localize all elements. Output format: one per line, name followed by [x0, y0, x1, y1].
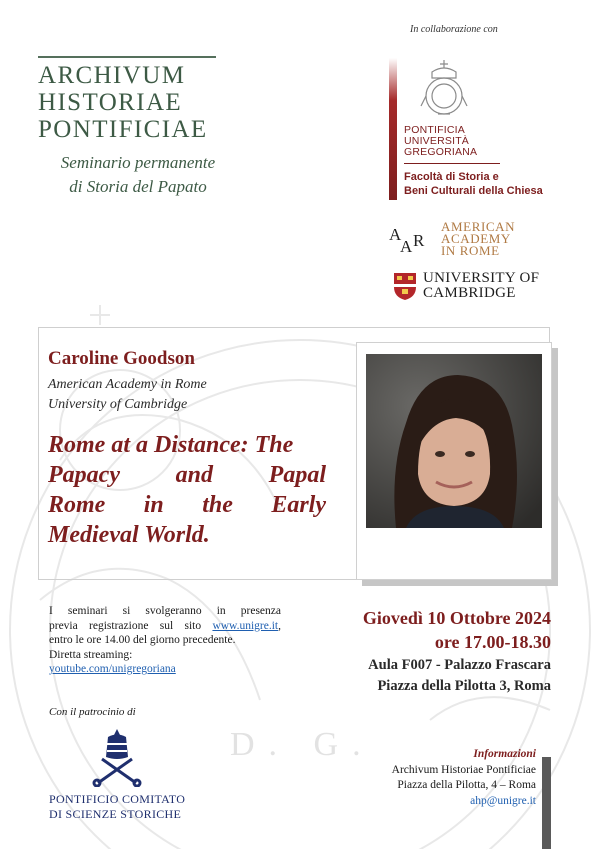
title-word: Papal [268, 462, 326, 488]
unigre-site-link[interactable]: www.unigre.it [212, 619, 279, 632]
registration-line-3: entro le ore 14.00 del giorno precedente. [49, 634, 236, 646]
seminar-subtitle [38, 151, 238, 199]
venue-room: Aula F007 - Palazzo Frascara [368, 657, 551, 673]
svg-text:A: A [400, 237, 413, 256]
talk-title [48, 430, 326, 550]
cambridge-line-1: UNIVERSITY OF [423, 270, 540, 286]
american-academy-name [441, 221, 515, 257]
registration-line-2-text: previa registrazione sul sito [49, 619, 213, 632]
papal-tiara-keys-emblem [88, 727, 146, 787]
contact-info [392, 747, 536, 809]
collaboration-label: In collaborazione con [410, 24, 498, 35]
gregoriana-line-1: PONTIFICIA [404, 124, 465, 136]
youtube-stream-link[interactable]: youtube.com/unigregoriana [49, 663, 176, 675]
svg-text:R: R [413, 231, 425, 250]
speaker-affiliations [48, 375, 207, 415]
faculty-name [404, 170, 543, 198]
talk-title-line-3 [48, 490, 326, 520]
title-word: Early [271, 492, 326, 518]
title-word: Rome [48, 492, 106, 518]
gregoriana-accent-bar [389, 58, 397, 200]
archivum-title [38, 62, 228, 143]
gregoriana-line-2: UNIVERSITÀ [404, 135, 470, 147]
event-date: Giovedì 10 Ottobre 2024 [362, 608, 551, 628]
title-word: and [175, 462, 213, 488]
speaker-photo [366, 354, 542, 528]
seminar-line-2: di Storia del Papato [69, 177, 207, 196]
streaming-label: Diretta streaming: [49, 648, 133, 661]
seminar-line-1: Seminario permanente [60, 153, 216, 172]
registration-line-2 [49, 619, 281, 634]
archivum-line-1: ARCHIVUM [38, 62, 186, 89]
contact-email-link[interactable]: ahp@unigre.it [470, 794, 536, 807]
talk-title-line-2 [48, 460, 326, 490]
gregoriana-line-3: GREGORIANA [404, 146, 478, 158]
side-accent-bar [542, 757, 551, 849]
title-word: the [202, 492, 233, 518]
svg-text:A: A [389, 225, 402, 244]
speaker-name: Caroline Goodson [48, 348, 195, 369]
event-time: ore 17.00-18.30 [434, 632, 551, 652]
comitato-name [49, 792, 185, 822]
cambridge-line-2: CAMBRIDGE [423, 285, 516, 301]
title-word: in [143, 492, 164, 518]
contact-heading: Informazioni [473, 748, 536, 760]
header-rule [38, 56, 216, 58]
venue-address: Piazza della Pilotta 3, Roma [377, 678, 551, 694]
cambridge-name [423, 271, 539, 301]
talk-title-line-4: Medieval World. [48, 522, 210, 548]
comitato-line-2: DI SCIENZE STORICHE [49, 807, 182, 821]
patronage-label: Con il patrocinio di [49, 706, 136, 718]
aar-line-1: AMERICAN [441, 219, 516, 234]
gregoriana-seal-icon [418, 58, 470, 120]
registration-info [49, 604, 281, 677]
faculty-line-2: Beni Culturali della Chiesa [404, 185, 543, 197]
affiliation-1: American Academy in Rome [48, 377, 207, 392]
gregoriana-name [404, 125, 477, 158]
event-datetime [363, 606, 551, 654]
event-venue [368, 655, 551, 697]
watermark-text: D. G. [230, 726, 375, 763]
registration-line-2-end: , [278, 619, 281, 632]
contact-address: Piazza della Pilotta, 4 – Roma [397, 779, 536, 791]
comitato-line-1: PONTIFICIO COMITATO [49, 792, 186, 806]
registration-line-1: I seminari si svolgeranno in presenza [49, 605, 281, 617]
title-word: Papacy [48, 462, 120, 488]
aar-line-3: IN ROME [441, 243, 500, 258]
talk-title-line-1: Rome at a Distance: The [48, 432, 294, 458]
archivum-line-2: HISTORIAE [38, 89, 183, 116]
affiliation-2: University of Cambridge [48, 397, 188, 412]
aar-monogram-logo [389, 222, 429, 258]
faculty-line-1: Facoltà di Storia e [404, 171, 499, 183]
aar-line-2: ACADEMY [441, 231, 511, 246]
cambridge-shield-icon [393, 272, 417, 301]
archivum-line-3: PONTIFICIAE [38, 116, 208, 143]
contact-org: Archivum Historiae Pontificiae [391, 763, 536, 776]
gregoriana-divider [404, 163, 500, 164]
